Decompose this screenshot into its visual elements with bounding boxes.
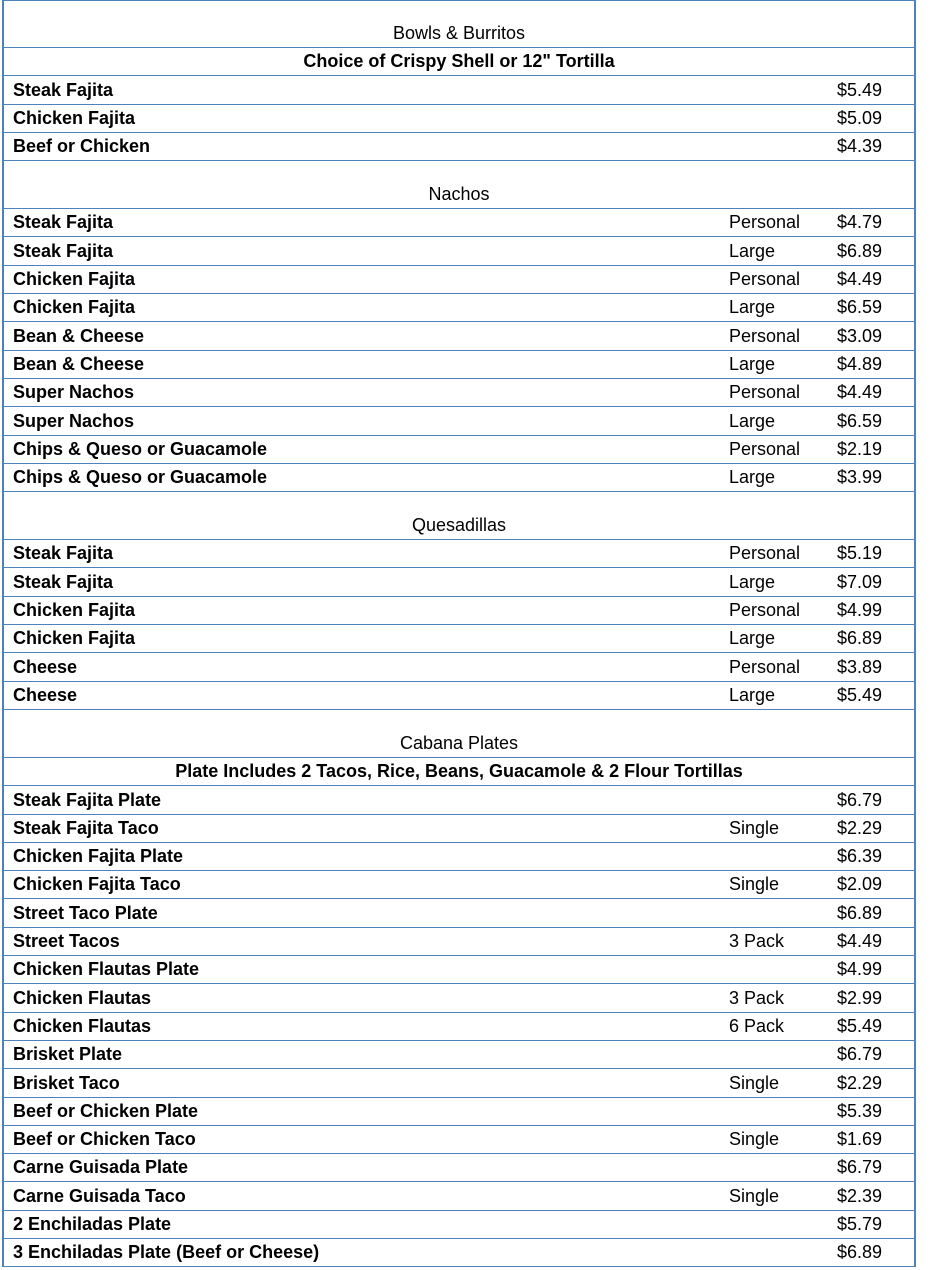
item-name: Beef or Chicken Plate [13,1100,199,1121]
item-size: Large [729,410,776,431]
item-price: $4.89 [837,353,883,374]
menu-item-row [4,871,914,899]
item-size: Single [729,874,780,895]
item-price: $5.49 [837,79,883,100]
menu-item-row [4,568,914,596]
menu-item-row [4,294,914,322]
item-name: Steak Fajita [13,240,114,261]
menu-item-row [4,105,914,133]
item-name: Chips & Queso or Guacamole [13,438,268,459]
item-price: $2.09 [837,874,883,895]
menu-item-row [4,1239,914,1267]
item-price: $2.29 [837,817,883,838]
item-size: Personal [729,656,801,677]
item-price: $4.99 [837,959,883,980]
menu-item-row [4,928,914,956]
menu-item-row [4,1069,914,1097]
item-price: $4.99 [837,600,883,621]
section-header-quesadillas [4,492,914,540]
item-name: Chicken Flautas [13,1015,152,1036]
item-size: Large [729,684,776,705]
item-name: Street Taco Plate [13,902,158,923]
item-price: $3.99 [837,467,883,488]
item-size: Single [729,1129,780,1150]
item-name: 2 Enchiladas Plate [13,1213,172,1234]
item-price: $6.79 [837,1157,883,1178]
item-name: Chicken Fajita [13,628,136,649]
item-name: Chicken Fajita [13,600,136,621]
menu-item-row [4,266,914,294]
item-price: $5.09 [837,107,883,128]
item-size: 3 Pack [729,931,785,952]
item-price: $6.59 [837,297,883,318]
menu-item-row [4,786,914,814]
item-price: $4.49 [837,269,883,290]
item-name: Carne Guisada Taco [13,1185,186,1206]
menu-item-row [4,237,914,265]
item-name: Cheese [13,684,78,705]
menu-item-row [4,1013,914,1041]
menu-item-row [4,899,914,927]
section-subtitle-row [4,758,914,786]
item-price: $4.39 [837,136,883,157]
item-name: Brisket Taco [13,1072,120,1093]
item-price: $6.59 [837,410,883,431]
menu-item-row [4,1182,914,1210]
item-price: $6.89 [837,1242,883,1263]
item-name: Steak Fajita Plate [13,789,162,810]
item-price: $2.29 [837,1072,883,1093]
menu-item-row [4,843,914,871]
section-subtitle: Choice of Crispy Shell or 12" Tortilla [303,51,615,72]
menu-item-row [4,76,914,104]
section-title: Quesadillas [411,515,507,536]
menu-item-row [4,1098,914,1126]
item-price: $2.19 [837,438,883,459]
menu-item-row [4,464,914,492]
item-size: Large [729,240,776,261]
item-name: Bean & Cheese [13,325,145,346]
menu-item-row [4,1126,914,1154]
menu-item-row [4,1211,914,1239]
menu-item-row [4,540,914,568]
item-price: $7.09 [837,571,883,592]
item-name: Chicken Flautas [13,987,152,1008]
menu-item-row [4,209,914,237]
item-size: Personal [729,325,801,346]
menu-item-row [4,956,914,984]
section-header-bowls-burritos [4,0,914,48]
item-size: Large [729,571,776,592]
item-name: Chicken Fajita [13,269,136,290]
menu-item-row [4,133,914,161]
item-price: $6.39 [837,846,883,867]
menu-item-row [4,815,914,843]
menu-item-row [4,984,914,1012]
menu-item-row [4,682,914,710]
menu-item-row [4,407,914,435]
section-subtitle-row [4,48,914,76]
item-name: Beef or Chicken [13,136,151,157]
menu-item-row [4,351,914,379]
item-price: $5.79 [837,1213,883,1234]
item-size: Large [729,353,776,374]
item-size: Personal [729,438,801,459]
item-name: Bean & Cheese [13,353,145,374]
section-header-nachos [4,161,914,209]
menu-table [2,0,916,1267]
item-name: Chicken Fajita Taco [13,874,181,895]
item-name: 3 Enchiladas Plate (Beef or Cheese) [13,1242,320,1263]
item-price: $6.89 [837,240,883,261]
item-price: $1.69 [837,1129,883,1150]
item-name: Street Tacos [13,931,120,952]
item-price: $4.79 [837,212,883,233]
item-price: $5.39 [837,1100,883,1121]
item-price: $4.49 [837,382,883,403]
item-price: $4.49 [837,931,883,952]
item-name: Brisket Plate [13,1044,123,1065]
item-price: $3.89 [837,656,883,677]
section-title: Cabana Plates [399,732,519,753]
item-size: Large [729,628,776,649]
item-size: Personal [729,212,801,233]
item-name: Cheese [13,656,78,677]
item-price: $5.49 [837,1015,883,1036]
item-name: Super Nachos [13,410,135,431]
item-name: Steak Fajita [13,212,114,233]
item-name: Carne Guisada Plate [13,1157,189,1178]
item-size: Personal [729,382,801,403]
item-name: Steak Fajita [13,543,114,564]
section-title: Bowls & Burritos [392,23,526,43]
item-price: $6.89 [837,628,883,649]
menu-item-row [4,1041,914,1069]
item-size: 3 Pack [729,987,785,1008]
item-name: Super Nachos [13,382,135,403]
menu-item-row [4,653,914,681]
menu-item-row [4,322,914,350]
menu-item-row [4,1154,914,1182]
item-size: Large [729,467,776,488]
item-size: Personal [729,269,801,290]
item-price: $2.39 [837,1185,883,1206]
menu-item-row [4,436,914,464]
item-price: $2.99 [837,987,883,1008]
item-price: $5.19 [837,543,883,564]
item-name: Steak Fajita Taco [13,817,159,838]
item-name: Chips & Queso or Guacamole [13,467,268,488]
menu-item-row [4,625,914,653]
item-price: $6.79 [837,789,883,810]
item-name: Chicken Fajita [13,107,136,128]
item-price: $5.49 [837,684,883,705]
item-size: Single [729,1185,780,1206]
item-name: Steak Fajita [13,571,114,592]
item-name: Beef or Chicken Taco [13,1129,196,1150]
section-title: Nachos [428,184,490,205]
section-header-cabana-plates [4,710,914,758]
item-price: $6.79 [837,1044,883,1065]
item-size: Single [729,1072,780,1093]
menu-item-row [4,597,914,625]
item-price: $6.89 [837,902,883,923]
item-name: Steak Fajita [13,79,114,100]
section-subtitle: Plate Includes 2 Tacos, Rice, Beans, Guacamole & 2 Flour Tortillas [175,761,743,782]
item-size: Personal [729,600,801,621]
item-name: Chicken Fajita Plate [13,846,184,867]
item-size: Single [729,817,780,838]
item-size: Large [729,297,776,318]
item-price: $3.09 [837,325,883,346]
item-size: Personal [729,543,801,564]
item-name: Chicken Fajita [13,297,136,318]
menu-item-row [4,379,914,407]
item-name: Chicken Flautas Plate [13,959,200,980]
item-size: 6 Pack [729,1015,785,1036]
